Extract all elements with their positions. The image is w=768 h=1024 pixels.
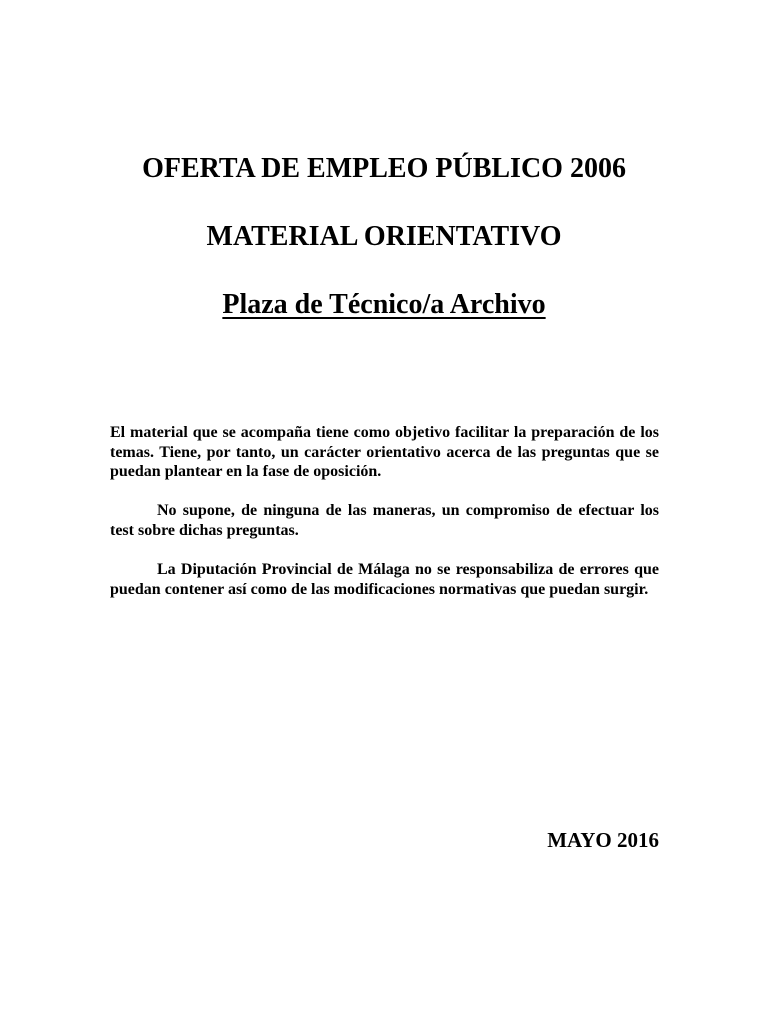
paragraph-objective: El material que se acompaña tiene como objetivo facilitar la preparación de los temas. Tiene, por tanto, un carácter orientativo acerca de las preguntas que se puedan plantear en la fase de oposición. [110, 424, 659, 480]
paragraph-no-commitment: No supone, de ninguna de las maneras, un compromiso de efectuar los test sobre dichas preguntas. [110, 502, 659, 539]
heading-material-orientativo: MATERIAL ORIENTATIVO [206, 221, 562, 252]
document-date: MAYO 2016 [547, 828, 659, 852]
heading-oferta-empleo: OFERTA DE EMPLEO PÚBLICO 2006 [142, 153, 626, 184]
heading-plaza: Plaza de Técnico/a Archivo [222, 289, 546, 320]
paragraph-disclaimer: La Diputación Provincial de Málaga no se responsabiliza de errores que puedan contener así como de las modificaciones normativas que puedan surgir. [110, 561, 659, 598]
